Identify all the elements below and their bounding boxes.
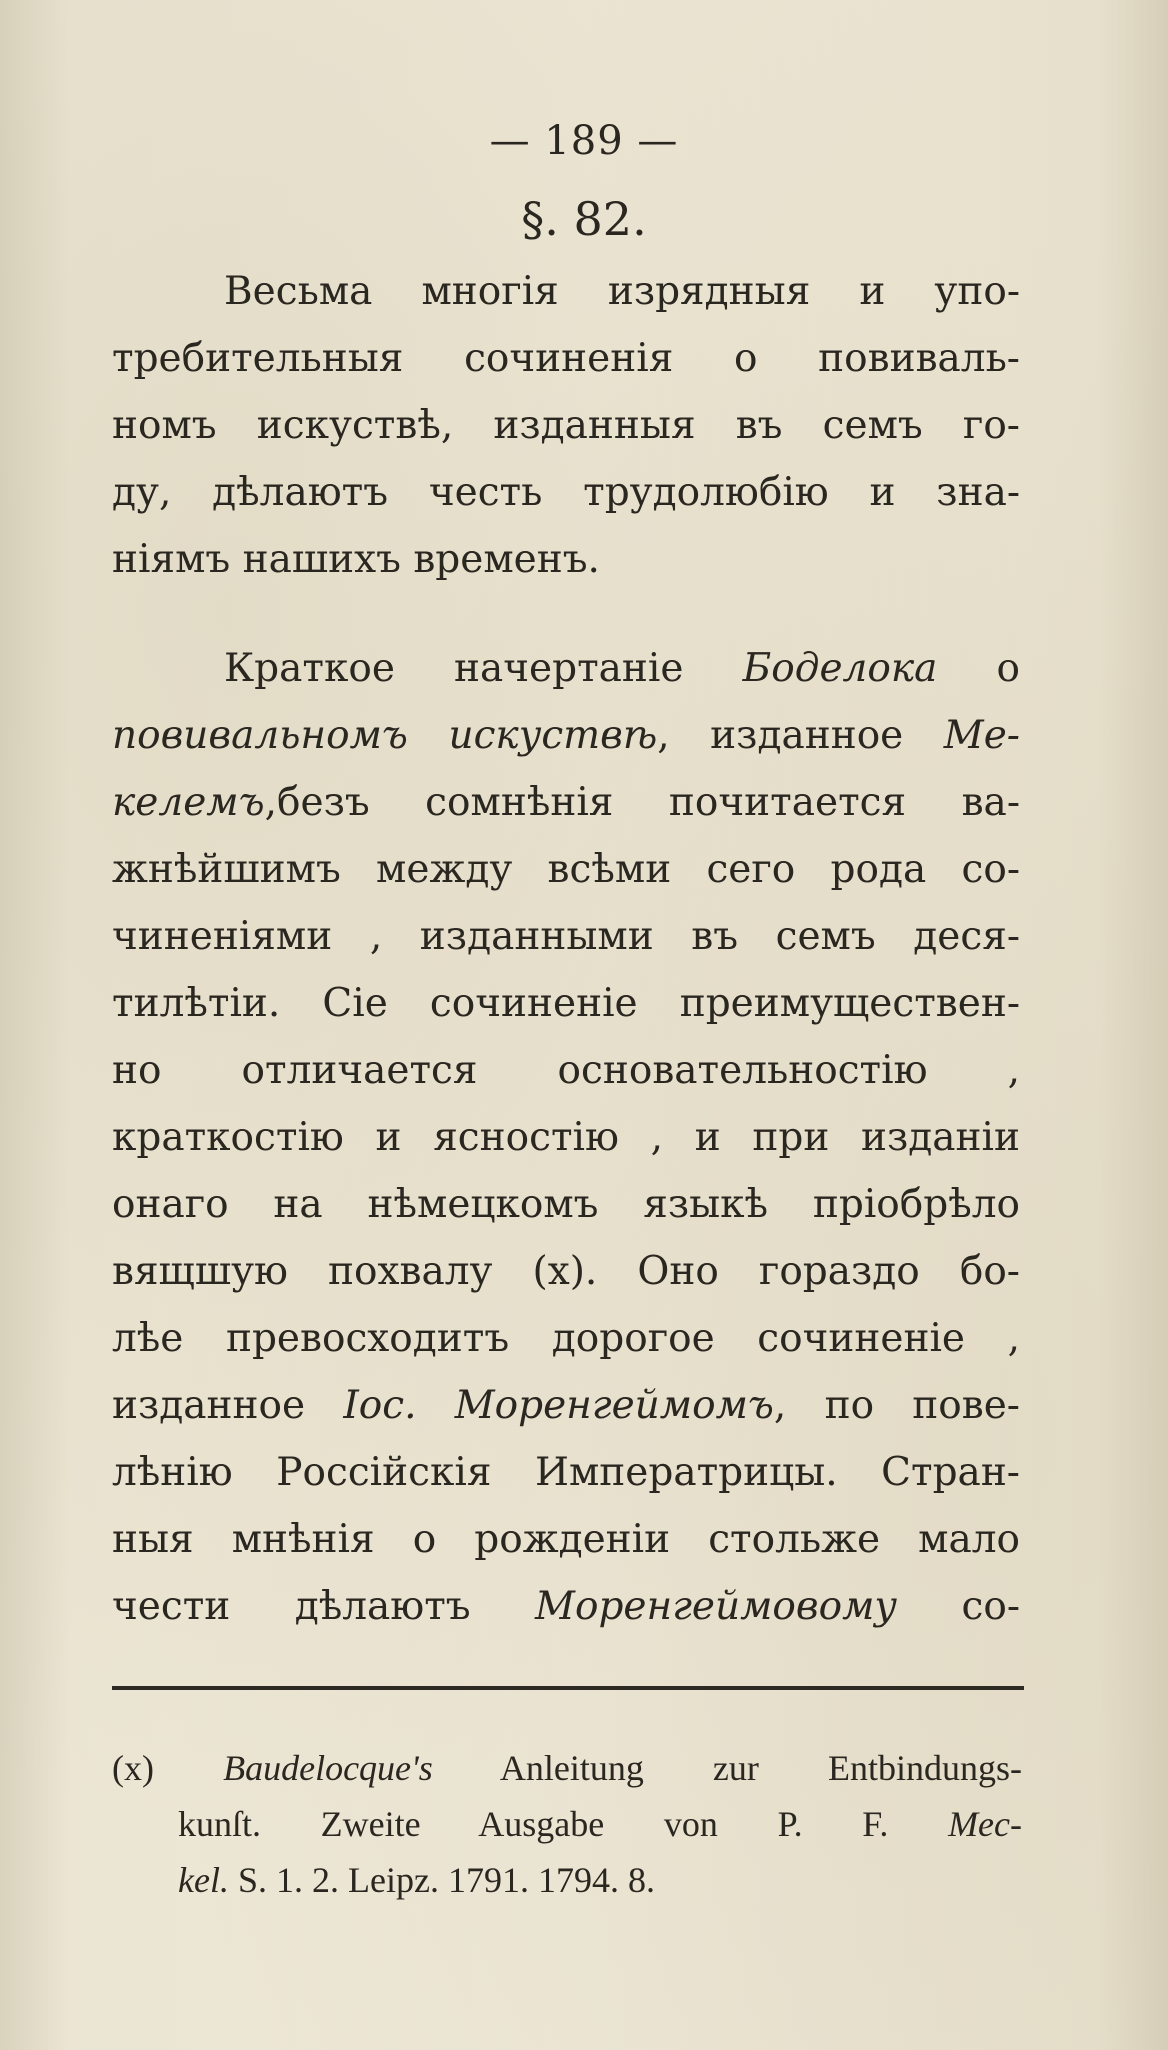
- text-line: чести дѣлаютъ Моренгеймовому со-: [112, 1584, 1020, 1629]
- author-name: Моренгеймовому: [535, 1584, 898, 1629]
- text-line: повивальномъ искуствѣ, изданное Ме-: [112, 713, 1020, 758]
- text-line: ду, дѣлаютъ честь трудолюбію и зна-: [112, 470, 1020, 515]
- text-line: лѣнію Россійскія Императрицы. Стран-: [112, 1450, 1020, 1495]
- text-line: чиненіями , изданными въ семъ деся-: [112, 914, 1020, 959]
- footnote-line: kunſt. Zweite Ausgabe von P. F. Mec-: [178, 1804, 1022, 1844]
- editor-name: Ме-: [943, 713, 1020, 758]
- text-line: жнѣйшимъ между всѣми сего рода со-: [112, 847, 1020, 892]
- text-line: требительныя сочиненія о повиваль-: [112, 336, 1020, 381]
- editor-name: келемъ: [112, 780, 265, 825]
- text-line: келемъ,безъ сомнѣнія почитается ва-: [112, 780, 1020, 825]
- text-line: ныя мнѣнія о рожденіи стольже мало: [112, 1517, 1020, 1562]
- section-heading: §. 82.: [521, 192, 647, 246]
- author-name: Іос. Моренгеймомъ: [343, 1383, 774, 1428]
- text-line: но отличается основательностію ,: [112, 1048, 1020, 1093]
- text-line: краткостію и ясностію , и при изданіи: [112, 1115, 1020, 1160]
- footnote-editor: Mec-: [948, 1804, 1022, 1844]
- footnote-line: (x) Baudelocque's Anleitung zur Entbindungs-: [112, 1748, 1022, 1788]
- footnote-author: Baudelocque's: [223, 1748, 433, 1788]
- text-line: Краткое начертаніе Боделока о: [224, 646, 1020, 691]
- text-line: лѣе превосходитъ дорогое сочиненіе ,: [112, 1316, 1020, 1361]
- body-text: [112, 258, 1020, 1640]
- text-line: ніямъ нашихъ временъ.: [112, 537, 600, 582]
- paragraph-1: [112, 258, 1020, 593]
- footnote: [112, 1740, 1022, 1908]
- author-name: Боделока: [742, 646, 938, 691]
- footnote-marker: (x): [112, 1748, 154, 1788]
- text-line: Весьма многія изрядныя и упо-: [224, 269, 1020, 314]
- page-number: — 189 —: [489, 118, 679, 164]
- text-line: изданное Іос. Моренгеймомъ, по пове-: [112, 1383, 1020, 1428]
- text-line: онаго на нѣмецкомъ языкѣ пріобрѣло: [112, 1182, 1020, 1227]
- book-title: повивальномъ искуствѣ: [112, 713, 658, 758]
- text-line: тилѣтіи. Сіе сочиненіе преимуществен-: [112, 981, 1020, 1026]
- footnote-editor: kel.: [178, 1860, 229, 1900]
- text-line: вящшую похвалу (x). Оно гораздо бо-: [112, 1249, 1020, 1294]
- paragraph-2: [112, 635, 1020, 1640]
- footnote-line: kel. S. 1. 2. Leipz. 1791. 1794. 8.: [178, 1860, 655, 1900]
- footnote-rule: [112, 1686, 1024, 1690]
- text-line: номъ искуствѣ, изданныя въ семъ го-: [112, 403, 1020, 448]
